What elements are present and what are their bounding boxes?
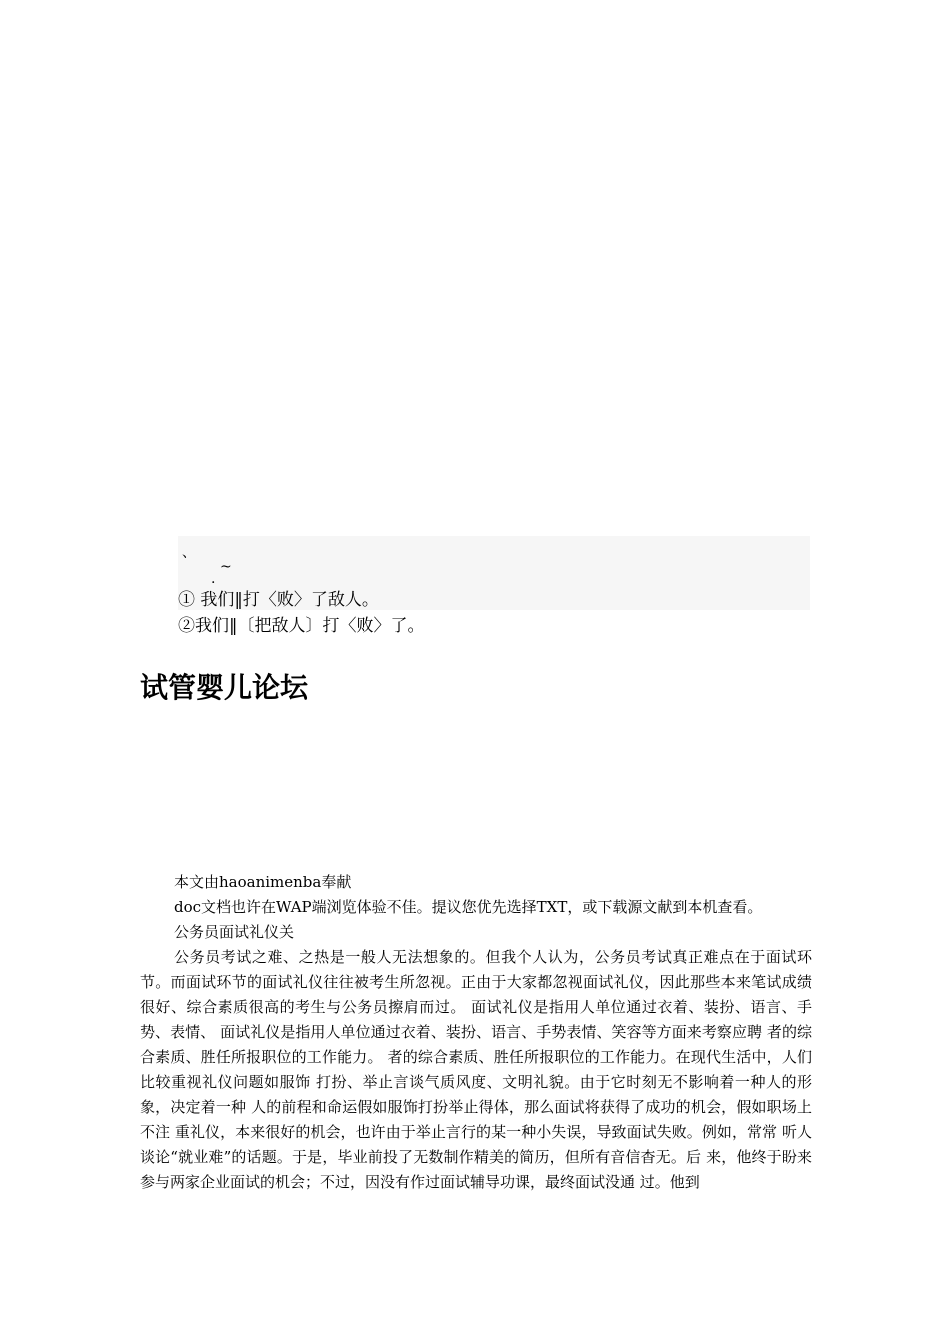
article-body [140, 870, 812, 1195]
example-sentence-2: ②我们‖〔把敌人〕打〈败〉了。 [178, 616, 425, 636]
example-sentence-1: ① 我们‖打〈败〉了敌人。 [178, 590, 379, 610]
annotation-mark: 、 [182, 545, 196, 561]
article-title: 公务员面试礼仪关 [174, 923, 295, 941]
page-heading: 试管婴儿论坛 [140, 671, 309, 704]
annotation-mark: . [211, 571, 216, 587]
annotation-mark: ~ [220, 559, 232, 575]
article-paragraph: 公务员考试之难、之热是一般人无法想象的。但我个人认为，公务员考试真正难点在于面试环节。而面试环节的面试礼仪往往被考生所忽视。正由于大家都忽视面试礼仪，因此那些本来笔试成绩很好、综合素质很高的考生与公务员擦肩而过。 面试礼仪是指用人单位通过衣着、装扮、语言、手势、表情、 面试礼仪是指用人单位通过衣着、装扮、语言、手势表情、笑容等方面来考察应聘 者的综合素质、胜任所报职位的工作能力。 者的综合素质、胜任所报职位的工作能力。在现代生活中，人们比较重视礼仪问题如服饰 打扮、举止言谈气质风度、文明礼貌。由于它时刻无不影响着一种人的形象，决定着一种 人的前程和命运假如服饰打扮举止得体，那么面试将获得了成功的机会，假如职场上不注 重礼仪，本来很好的机会，也许由于举止言行的某一种小失误，导致面试失败。例如，常常 听人谈论“就业难”的话题。于是，毕业前投了无数制作精美的简历，但所有音信杳无。后 来，他终于盼来参与两家企业面试的机会；不过，因没有作过面试辅导功课，最终面试没通 过。他到 [140, 948, 812, 1191]
format-notice: doc文档也许在WAP端浏览体验不佳。提议您优先选择TXT，或下载源文献到本机查看。 [174, 898, 763, 916]
article-credit: 本文由haoanimenba奉献 [174, 873, 352, 891]
